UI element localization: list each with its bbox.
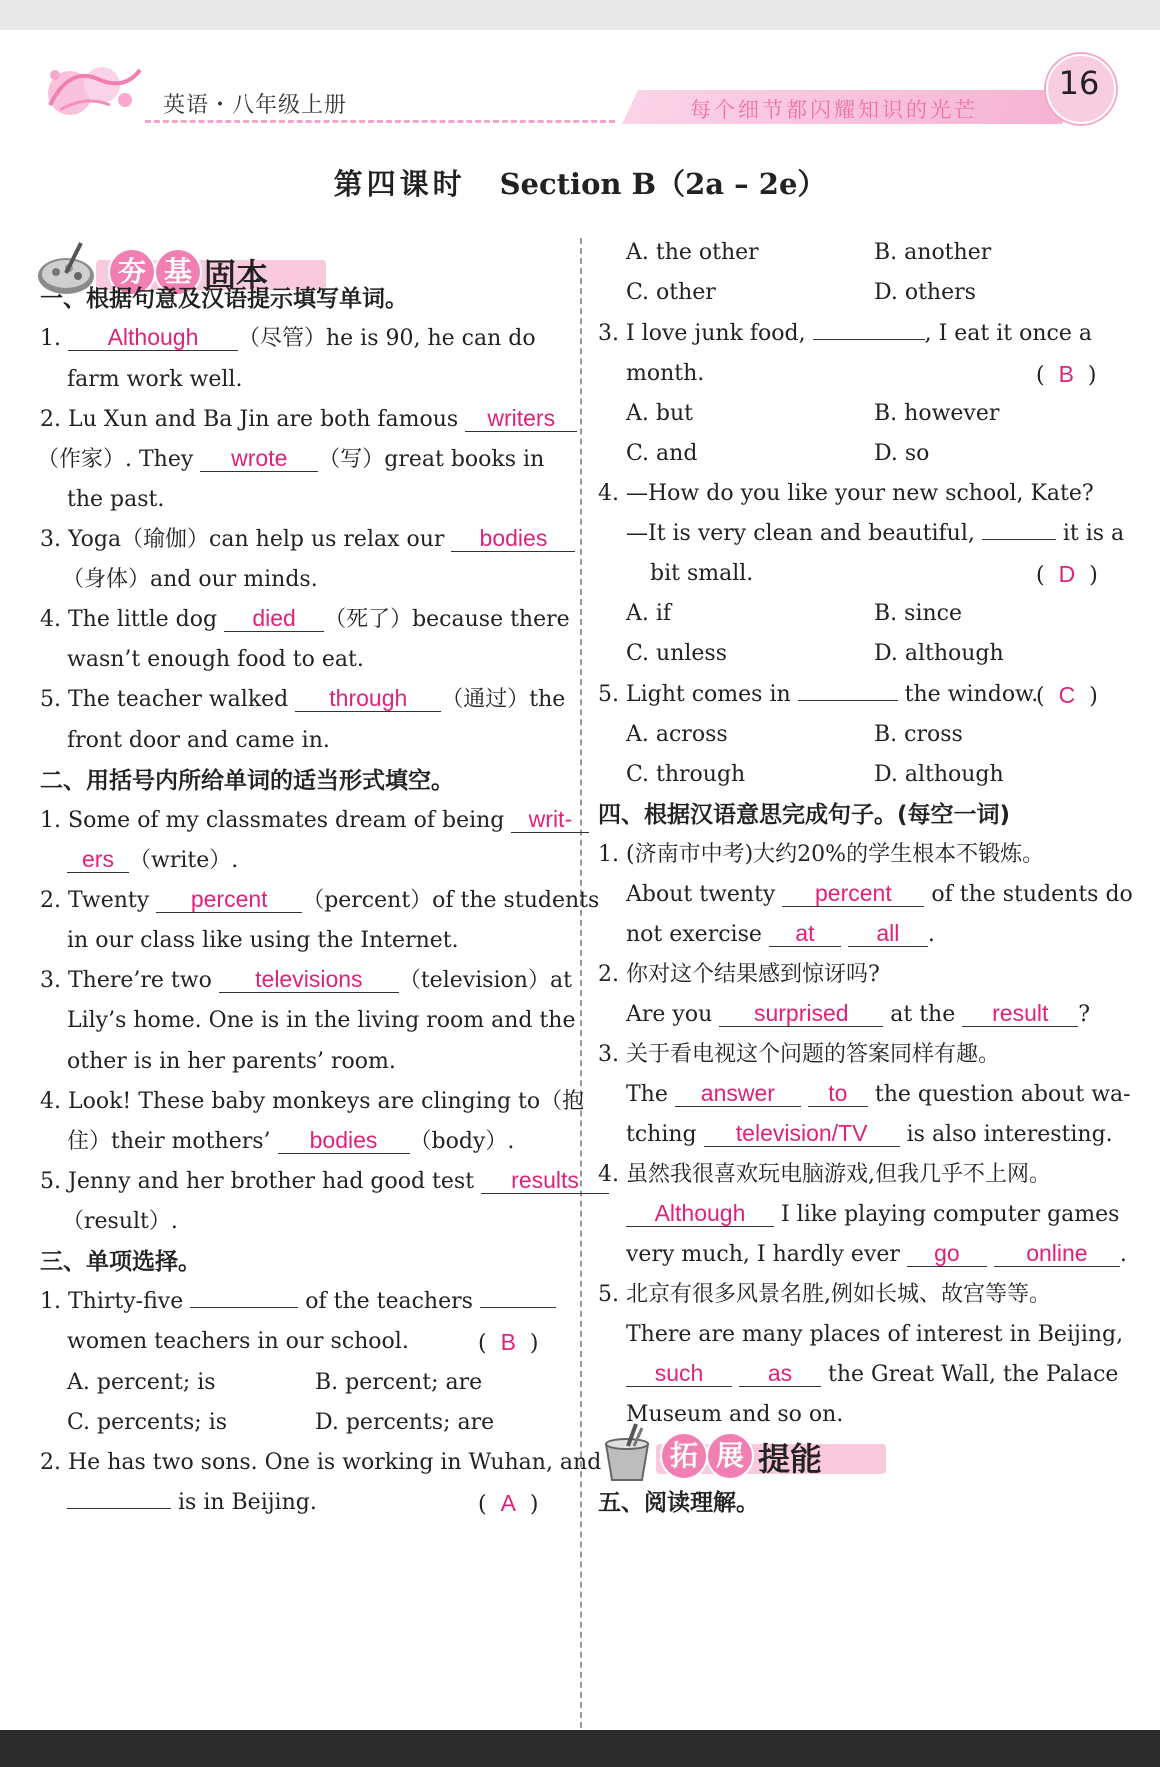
s4-q4-line1 [598, 1160, 1051, 1190]
s3-q2-line2 [67, 1488, 317, 1518]
s4-q5-line2: There are many places of interest in Beijing, [626, 1322, 1124, 1347]
option-b: B. another [874, 240, 992, 265]
q-number: 4. [40, 1089, 61, 1114]
s1-q3-line1 [40, 525, 575, 555]
lesson-title [0, 162, 1160, 203]
option-c: C. percents; is [67, 1410, 228, 1435]
s4-q5-line4: Museum and so on. [626, 1402, 844, 1427]
q-number: 3. [598, 1042, 619, 1067]
answer-blank [982, 539, 1056, 540]
floral-logo-icon [40, 55, 150, 125]
s3-q4-line2 [626, 519, 1124, 549]
s2-q5-line2: （result）. [62, 1209, 178, 1234]
q-text: Some of my classmates dream of being [68, 808, 505, 833]
s4-q2-line2 [626, 1000, 1090, 1030]
q-text: Are you [626, 1002, 713, 1027]
q-text: The [626, 1082, 668, 1107]
answer-blank: answer [675, 1080, 801, 1107]
q-text: （尽管）he is 90, he can do [238, 326, 536, 351]
q-text: tching [626, 1122, 697, 1147]
s3-q1-answer: ( B ) [478, 1329, 539, 1356]
q-number: 3. [40, 968, 61, 993]
s1-q2-line1 [40, 405, 577, 435]
s1-q1-line1 [40, 324, 536, 354]
banner-char-2: 展 [706, 1432, 754, 1480]
worksheet-page [0, 30, 1160, 1730]
banner-char-2: 基 [154, 248, 202, 296]
option-a: A. percent; is [67, 1370, 216, 1395]
s2-q3-line1 [40, 966, 572, 996]
s4-q1-line1 [598, 840, 1044, 870]
answer-blank: wrote [200, 445, 318, 472]
q-text: （作家）. They [37, 447, 194, 472]
q-text: is in Beijing. [178, 1490, 317, 1515]
q-text: He has two sons. One is working in Wuhan, and [68, 1450, 602, 1475]
answer-blank: as [739, 1360, 821, 1387]
answer-blank: writ- [511, 806, 589, 833]
answer-blank: all [848, 920, 928, 947]
option-d: D. so [874, 441, 930, 466]
option-a: A. if [626, 601, 672, 626]
answer-blank: at [769, 920, 841, 947]
q-text: （percent）of the students [302, 888, 600, 913]
s3-q5-line1 [598, 680, 1038, 710]
q-text: (济南市中考)大约20%的学生根本不锻炼。 [626, 842, 1045, 867]
column-divider [580, 238, 582, 1738]
answer-blank [67, 1508, 171, 1509]
q-number: 5. [40, 687, 61, 712]
option-c: C. through [626, 762, 746, 787]
q-number: 5. [40, 1169, 61, 1194]
q-text: of the students do [931, 882, 1133, 907]
answer-blank [190, 1307, 298, 1308]
bucket-icon [596, 1422, 658, 1482]
q-text: 虽然我很喜欢玩电脑游戏,但我几乎不上网。 [626, 1162, 1051, 1187]
option-a: A. but [626, 401, 693, 426]
option-c: C. unless [626, 641, 728, 666]
q-text: The teacher walked [68, 687, 289, 712]
q-number: 2. [598, 962, 619, 987]
s2-q1-line2 [67, 846, 238, 876]
q-text: at the [890, 1002, 956, 1027]
option-b: B. cross [874, 722, 963, 747]
q-text: . [927, 922, 935, 947]
q-text: , I eat it once a [924, 321, 1092, 346]
s2-q4-line1 [40, 1087, 584, 1117]
s2-q3-line3: other is in her parents’ room. [67, 1049, 396, 1074]
q-text: There’re two [68, 968, 212, 993]
s4-q2-line1 [598, 960, 880, 990]
s3-q4-line3: bit small. [650, 561, 754, 586]
q-number: 5. [598, 682, 619, 707]
option-a: A. the other [626, 240, 759, 265]
option-d: D. percents; are [315, 1410, 495, 1435]
q-number: 1. [40, 326, 61, 351]
q-text: About twenty [626, 882, 776, 907]
bottom-edge [0, 1730, 1160, 1767]
choice-answer: B [500, 1329, 516, 1355]
lesson-title-en: Section B（2a – 2e） [499, 167, 827, 201]
q-number: 4. [598, 481, 619, 506]
answer-blank [798, 700, 898, 701]
s1-q5-line1 [40, 685, 565, 715]
q-text: the question about wa- [874, 1082, 1131, 1107]
q-text: —It is very clean and beautiful, [626, 521, 975, 546]
option-b: B. however [874, 401, 1000, 426]
s4-q5-line1 [598, 1280, 1051, 1310]
s3-q3-answer: ( B ) [1036, 361, 1097, 388]
answer-blank: percent [782, 880, 924, 907]
s1-q1-line2: farm work well. [67, 367, 243, 392]
q-text: ? [1078, 1002, 1091, 1027]
q-text: Yoga（瑜伽）can help us relax our [68, 527, 445, 552]
q-text: （body）. [409, 1129, 515, 1154]
q-text: 关于看电视这个问题的答案同样有趣。 [626, 1042, 1001, 1067]
s4-q3-line2 [626, 1080, 1131, 1110]
header-dashed-line [145, 120, 615, 123]
s4-q1-line2 [626, 880, 1133, 910]
answer-blank [813, 339, 925, 340]
q-number: 4. [40, 607, 61, 632]
banner-title: 固本 [204, 256, 269, 294]
q-number: 5. [598, 1282, 619, 1307]
option-d: D. others [874, 280, 976, 305]
answer-blank: such [626, 1360, 732, 1387]
choice-answer: A [500, 1490, 516, 1516]
s3-q4-answer: ( D ) [1036, 561, 1098, 588]
section5-heading: 五、阅读理解。 [598, 1490, 759, 1516]
q-text: （write）. [129, 848, 239, 873]
q-text: the Great Wall, the Palace [828, 1362, 1119, 1387]
section3-heading: 三、单项选择。 [40, 1249, 201, 1275]
s3-q1-line2: women teachers in our school. [67, 1329, 409, 1354]
s1-q4-line1 [40, 605, 570, 635]
q-number: 1. [40, 808, 61, 833]
q-number: 2. [40, 407, 61, 432]
s2-q4-line2 [67, 1127, 514, 1157]
banner-char-1: 拓 [660, 1432, 708, 1480]
s3-q2-answer: ( A ) [478, 1490, 539, 1517]
s1-q5-line2: front door and came in. [67, 728, 330, 753]
answer-blank: percent [156, 886, 302, 913]
slogan: 每个细节都闪耀知识的光芒 [690, 98, 978, 122]
q-text: 你对这个结果感到惊讶吗? [626, 962, 880, 987]
top-edge [0, 0, 1160, 30]
s3-q4-line1 [598, 479, 1094, 509]
s3-q3-line1 [598, 319, 1092, 349]
s2-q5-line1 [40, 1167, 609, 1197]
s2-q1-line1 [40, 806, 589, 836]
choice-answer: D [1058, 561, 1076, 587]
s4-q3-line3 [626, 1120, 1113, 1150]
book-title: 英语・八年级上册 [163, 93, 348, 118]
q-text: Twenty [68, 888, 150, 913]
q-text: Thirty-five [68, 1289, 184, 1314]
s2-q3-line2: Lily’s home. One is in the living room and the [67, 1008, 576, 1033]
s4-q5-line3 [626, 1360, 1118, 1390]
answer-blank: television/TV [704, 1120, 900, 1147]
s4-q4-line2 [626, 1200, 1119, 1230]
q-text: of the teachers [305, 1289, 473, 1314]
q-text: is also interesting. [906, 1122, 1113, 1147]
s3-q2-line1 [40, 1448, 601, 1478]
q-number: 3. [598, 321, 619, 346]
q-text: Light comes in [626, 682, 791, 707]
option-c: C. other [626, 280, 716, 305]
choice-answer: B [1058, 361, 1074, 387]
answer-blank: results [481, 1167, 609, 1194]
q-text: （写）great books in [318, 447, 545, 472]
q-number: 3. [40, 527, 61, 552]
q-text: （死了）because there [324, 607, 570, 632]
answer-blank: online [994, 1240, 1120, 1267]
q-number: 1. [40, 1289, 61, 1314]
section2-heading: 二、用括号内所给单词的适当形式填空。 [40, 768, 454, 794]
answer-blank: surprised [719, 1000, 883, 1027]
answer-blank: ers [67, 846, 129, 873]
q-text: （television）at [398, 968, 572, 993]
q-text: I love junk food, [626, 321, 806, 346]
option-c: C. and [626, 441, 698, 466]
option-d: D. although [874, 641, 1004, 666]
answer-blank: go [907, 1240, 987, 1267]
banner-title: 提能 [758, 1440, 823, 1478]
section4-heading: 四、根据汉语意思完成句子。(每空一词) [598, 802, 1011, 828]
q-text: （通过）the [441, 687, 566, 712]
q-text: The little dog [68, 607, 218, 632]
banner-char-1: 夯 [108, 248, 156, 296]
option-b: B. since [874, 601, 962, 626]
answer-blank: bodies [451, 525, 575, 552]
s3-q5-answer: ( C ) [1036, 682, 1098, 709]
s1-q2-line3: the past. [67, 487, 165, 512]
answer-blank: died [224, 605, 324, 632]
q-text: —How do you like your new school, Kate? [626, 481, 1094, 506]
q-number: 1. [598, 842, 619, 867]
q-text: 北京有很多风景名胜,例如长城、故宫等等。 [626, 1282, 1051, 1307]
answer-blank: result [962, 1000, 1078, 1027]
q-text: 住）their mothers’ [67, 1129, 271, 1154]
q-text: very much, I hardly ever [626, 1242, 900, 1267]
page-number: 16 [1058, 64, 1100, 102]
answer-blank: Although [626, 1200, 774, 1227]
q-text: the window. [904, 682, 1039, 707]
q-number: 4. [598, 1162, 619, 1187]
q-text: Jenny and her brother had good test [68, 1169, 475, 1194]
q-number: 2. [40, 888, 61, 913]
s4-q3-line1 [598, 1040, 1000, 1070]
option-b: B. percent; are [315, 1370, 483, 1395]
s2-q2-line2: in our class like using the Internet. [67, 928, 459, 953]
s1-q2-line2 [37, 445, 544, 475]
answer-blank: bodies [278, 1127, 410, 1154]
section-banner-extension [596, 1422, 896, 1482]
s3-q1-line1 [40, 1287, 556, 1317]
q-text: I like playing computer games [781, 1202, 1120, 1227]
answer-blank [480, 1307, 556, 1308]
s4-q1-line3 [626, 920, 935, 950]
q-text: it is a [1062, 521, 1125, 546]
option-a: A. across [626, 722, 728, 747]
q-number: 2. [40, 1450, 61, 1475]
q-text: Look! These baby monkeys are clinging to（抱 [68, 1089, 585, 1114]
q-text: . [1119, 1242, 1127, 1267]
section1-heading: 一、根据句意及汉语提示填写单词。 [40, 286, 408, 312]
option-d: D. although [874, 762, 1004, 787]
answer-blank: writers [465, 405, 577, 432]
s1-q3-line2: （身体）and our minds. [62, 567, 318, 592]
lesson-title-cn: 第四课时 [333, 167, 466, 201]
q-text: Lu Xun and Ba Jin are both famous [68, 407, 459, 432]
s4-q4-line3 [626, 1240, 1127, 1270]
answer-blank: through [295, 685, 441, 712]
s3-q3-line2: month. [626, 361, 705, 386]
answer-blank: Although [68, 324, 238, 351]
choice-answer: C [1058, 682, 1076, 708]
s2-q2-line1 [40, 886, 599, 916]
q-text: not exercise [626, 922, 762, 947]
s1-q4-line2: wasn’t enough food to eat. [67, 647, 364, 672]
answer-blank: televisions [219, 966, 399, 993]
answer-blank: to [808, 1080, 868, 1107]
